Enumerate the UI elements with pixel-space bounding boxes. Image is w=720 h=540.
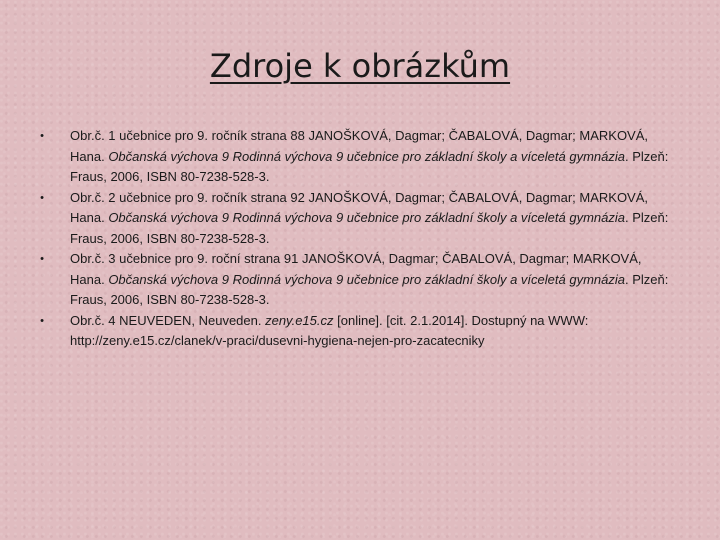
source-publisher: . Plzeň: Fraus, 2006, ISBN 80-7238-528-3. <box>70 271 669 307</box>
website-title: zeny.e15.cz <box>265 312 334 328</box>
slide-title: Zdroje k obrázkům <box>209 47 511 85</box>
source-text: Obr.č. 2 učebnice pro 9. ročník strana 92 JANOŠKOVÁ, Dagmar; ČABALOVÁ, Dagmar; MARKOVÁ, Hana. <box>70 189 649 225</box>
source-item-3 <box>36 249 676 311</box>
book-title: Občanská výchova 9 Rodinná výchova 9 učebnice pro základní školy a víceletá gymnázia <box>108 148 625 164</box>
source-text: Obr.č. 1 učebnice pro 9. ročník strana 88 JANOŠKOVÁ, Dagmar; ČABALOVÁ, Dagmar; MARKOVÁ, Hana. <box>70 128 649 164</box>
source-text: Obr.č. 4 NEUVEDEN, Neuveden. <box>70 312 266 328</box>
source-text: Obr.č. 3 učebnice pro 9. roční strana 91 JANOŠKOVÁ, Dagmar; ČABALOVÁ, Dagmar; MARKOVÁ, Hana. <box>70 251 642 287</box>
source-item-1 <box>36 126 676 188</box>
bullet-icon: • <box>40 130 44 142</box>
sources-list <box>36 126 676 352</box>
book-title: Občanská výchova 9 Rodinná výchova 9 učebnice pro základní školy a víceletá gymnázia <box>108 271 625 287</box>
source-publisher: . Plzeň: Fraus, 2006, ISBN 80-7238-528-3. <box>70 210 669 246</box>
bullet-icon: • <box>40 253 44 265</box>
book-title: Občanská výchova 9 Rodinná výchova 9 učebnice pro základní školy a víceletá gymnázia <box>108 210 625 225</box>
source-url-text: [online]. [cit. 2.1.2014]. Dostupný na WWW: http://zeny.e15.cz/clanek/v-praci/dusevni-hygiena-nejen-pro-zacatecniky <box>70 312 589 348</box>
source-item-4 <box>36 311 676 352</box>
source-publisher: . Plzeň: Fraus, 2006, ISBN 80-7238-528-3. <box>70 148 669 184</box>
bullet-icon: • <box>40 191 44 204</box>
bullet-icon: • <box>40 314 44 327</box>
source-item-2 <box>36 188 676 250</box>
